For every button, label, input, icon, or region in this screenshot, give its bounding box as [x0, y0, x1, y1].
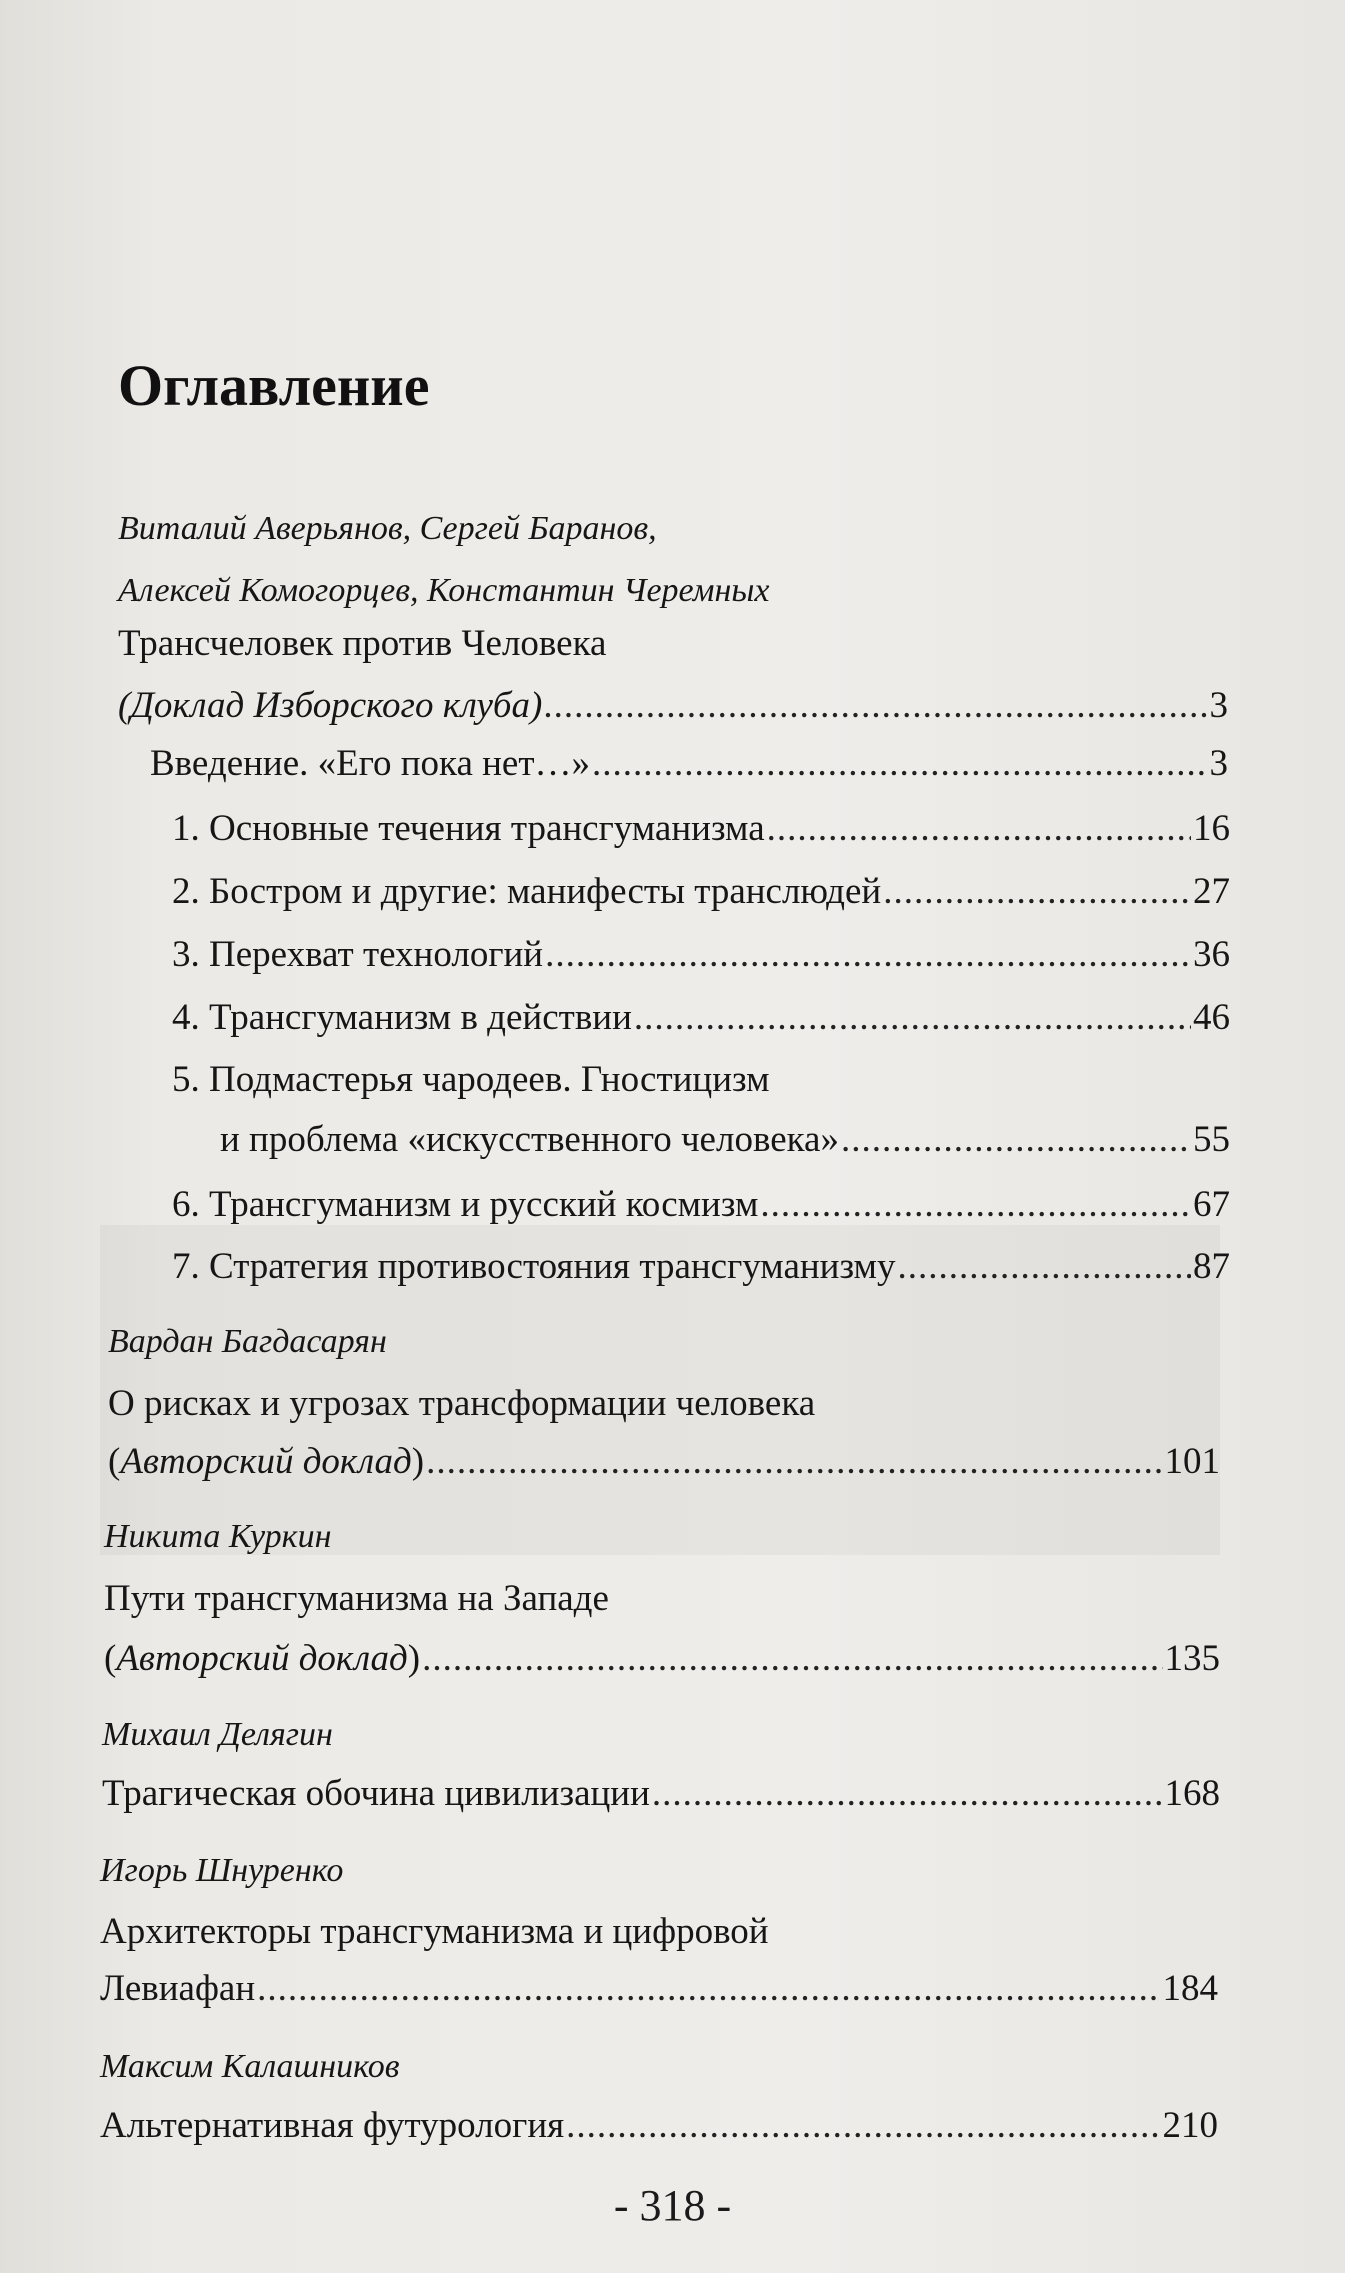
section-author: Михаил Делягин — [102, 1716, 333, 1753]
toc-entry — [172, 870, 1230, 913]
section-title: О рисках и угрозах трансформации человека — [108, 1383, 816, 1424]
entry-page: 16 — [1193, 808, 1230, 849]
entry-page: 55 — [1193, 1119, 1230, 1160]
entry-label: 2. Бостром и другие: манифесты транслюдей — [172, 871, 882, 912]
leader-dots — [545, 933, 1191, 976]
entry-label: 3. Перехват технологий — [172, 934, 544, 975]
page-number: - 318 - — [613, 2181, 732, 2230]
toc-entry — [220, 1118, 1230, 1161]
entry-label: 5. Подмастерья чародеев. Гностицизм — [172, 1059, 770, 1100]
section-title: Пути трансгуманизма на Западе — [104, 1578, 609, 1619]
section-title: Архитекторы трансгуманизма и цифровой — [100, 1911, 769, 1952]
leader-dots — [760, 1183, 1191, 1226]
leader-dots — [897, 1245, 1191, 1288]
entry-label: (Авторский доклад) — [108, 1441, 425, 1482]
leader-dots — [426, 1440, 1162, 1483]
toc-entry — [172, 1183, 1230, 1226]
leader-dots — [257, 1967, 1160, 2010]
toc-entry — [104, 1637, 1220, 1680]
entry-label: Трагическая обочина цивилизации — [102, 1773, 650, 1814]
entry-page: 168 — [1164, 1773, 1220, 1814]
leader-dots — [544, 684, 1207, 727]
entry-label: (Авторский доклад) — [104, 1638, 421, 1679]
toc-entry — [172, 996, 1230, 1039]
section-author: Максим Калашников — [100, 2048, 400, 2085]
entry-label: и проблема «искусственного человека» — [220, 1119, 839, 1160]
leader-dots — [841, 1118, 1191, 1161]
section-author: Никита Куркин — [104, 1518, 332, 1555]
leader-dots — [592, 742, 1207, 785]
leader-dots — [767, 807, 1191, 850]
leader-dots — [422, 1637, 1162, 1680]
toc-entry — [102, 1772, 1220, 1815]
section-author: Алексей Комогорцев, Константин Черемных — [118, 572, 770, 609]
entry-label: 4. Трансгуманизм в действии — [172, 997, 632, 1038]
toc-entry — [108, 1440, 1220, 1483]
entry-page: 210 — [1162, 2105, 1218, 2146]
leader-dots — [883, 870, 1191, 913]
section-author: Вардан Багдасарян — [108, 1323, 387, 1360]
leader-dots — [634, 996, 1191, 1039]
entry-page: 3 — [1209, 743, 1228, 784]
toc-entry — [172, 933, 1230, 976]
entry-label: Введение. «Его пока нет…» — [150, 743, 591, 784]
leader-dots — [566, 2104, 1160, 2147]
entry-label: Альтернативная футурология — [100, 2105, 565, 2146]
section-title: Трансчеловек против Человека — [118, 623, 607, 664]
entry-page: 101 — [1164, 1441, 1220, 1482]
entry-page: 87 — [1193, 1246, 1230, 1287]
toc-entry — [100, 1967, 1218, 2010]
entry-label: (Доклад Изборского клуба) — [118, 685, 543, 726]
entry-page: 36 — [1193, 934, 1230, 975]
section-author: Игорь Шнуренко — [100, 1852, 344, 1889]
leader-dots — [652, 1772, 1163, 1815]
toc-entry — [150, 742, 1228, 785]
entry-page: 27 — [1193, 871, 1230, 912]
entry-label: Левиафан — [100, 1968, 256, 2009]
entry-page: 135 — [1164, 1638, 1220, 1679]
toc-entry — [100, 2104, 1218, 2147]
entry-page: 184 — [1162, 1968, 1218, 2009]
entry-label: 7. Стратегия противостояния трансгуманизму — [172, 1246, 896, 1287]
entry-label: 1. Основные течения трансгуманизма — [172, 808, 765, 849]
entry-page: 67 — [1193, 1184, 1230, 1225]
section-author: Виталий Аверьянов, Сергей Баранов, — [118, 510, 657, 547]
toc-entry — [172, 1245, 1230, 1288]
entry-label: 6. Трансгуманизм и русский космизм — [172, 1184, 759, 1225]
toc-entry — [118, 684, 1228, 727]
toc-heading: Оглавление — [118, 353, 430, 418]
entry-page: 3 — [1209, 685, 1228, 726]
toc-entry — [172, 807, 1230, 850]
entry-page: 46 — [1193, 997, 1230, 1038]
